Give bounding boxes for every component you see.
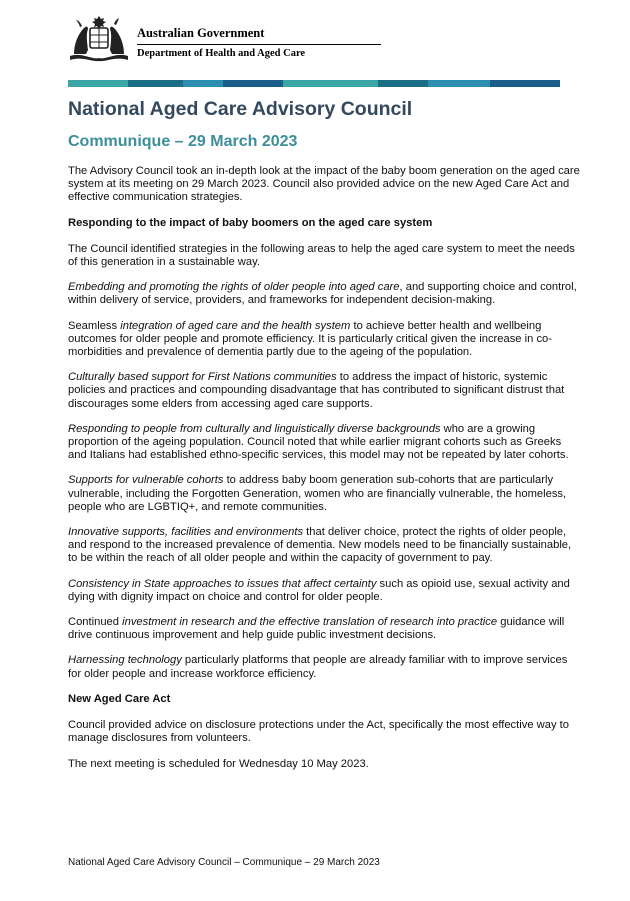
page-subtitle: Communique – 29 March 2023 xyxy=(68,133,298,150)
band-segment xyxy=(428,80,490,87)
section-heading-baby-boomers: Responding to the impact of baby boomers on the aged care system xyxy=(68,216,433,229)
commonwealth-coat-of-arms-icon xyxy=(68,14,130,62)
strategy-paragraph: Continued investment in research and the effective translation of research into practice guidance will drive continuous improvement and help guide public investment decisions. xyxy=(68,616,565,642)
strategy-paragraph: Innovative supports, facilities and environments that deliver choice, protect the rights of older people, and respond to the increased prevalence of dementia. New models need to be financially sustainable, to be within the reach of all older people and within the capacity of government to pay. xyxy=(68,526,572,565)
section-lead-paragraph: The Council identified strategies in the following areas to help the aged care system to meet the needs of this generation in a sustainable way. xyxy=(68,242,575,269)
intro-paragraph: The Advisory Council took an in-depth look at the impact of the baby boom generation on the aged care system at its meeting on 29 March 2023. Council also provided advice on the new Aged Care Act and effective communication strategies. xyxy=(68,165,580,204)
page-footer: National Aged Care Advisory Council – Communique – 29 March 2023 xyxy=(68,857,380,868)
aged-care-act-paragraph: Council provided advice on disclosure protections under the Act, specifically the most effective way to manage disclosures from volunteers. xyxy=(68,719,570,745)
header-divider xyxy=(137,44,381,45)
next-meeting-paragraph: The next meeting is scheduled for Wednesday 10 May 2023. xyxy=(68,757,369,770)
government-name: Australian Government xyxy=(137,26,265,40)
department-name: Department of Health and Aged Care xyxy=(137,48,306,59)
strategy-paragraph: Culturally based support for First Nations communities to address the impact of historic, systemic policies and practices and compounding disadvantage that has contributed to significant distrust that discourages some elders from accessing aged care supports. xyxy=(68,371,565,410)
band-segment xyxy=(378,80,428,87)
strategy-paragraph: Embedding and promoting the rights of older people into aged care, and supporting choice and control, within delivery of service, providers, and frameworks for independent decision-making. xyxy=(68,281,577,307)
strategy-paragraph: Consistency in State approaches to issues that affect certainty such as opioid use, sexual activity and dying with dignity impact on choice and control for older people. xyxy=(68,577,570,603)
band-segment xyxy=(68,80,128,87)
section-heading-aged-care-act: New Aged Care Act xyxy=(68,692,171,705)
strategy-paragraph: Supports for vulnerable cohorts to address baby boom generation sub-cohorts that are particularly vulnerable, including the Forgotten Generation, women who are financially vulnerable, the homeless, people who are LGBTIQ+, and remote communities. xyxy=(68,474,567,513)
strategy-paragraph: Responding to people from culturally and linguistically diverse backgrounds who are a growing proportion of the ageing population. Council noted that while earlier migrant cohorts such as Greeks and Italians had established ethno-specific services, this model may not be repeated by later cohorts. xyxy=(68,422,569,462)
band-segment xyxy=(128,80,183,87)
strategy-paragraph: Seamless integration of aged care and the health system to achieve better health and wellbeing outcomes for older people and promote efficiency. It is particularly critical given the increase in co-morbidities and prevalence of dementia partly due to the ageing of the population. xyxy=(68,319,552,359)
band-segment xyxy=(183,80,223,87)
band-segment xyxy=(283,80,378,87)
header-color-band xyxy=(68,80,560,87)
strategy-paragraph: Harnessing technology particularly platforms that people are already familiar with to improve services for older people and increase workforce efficiency. xyxy=(68,654,568,680)
communique-body xyxy=(68,165,580,783)
government-header xyxy=(68,14,568,64)
page-title: National Aged Care Advisory Council xyxy=(68,98,413,120)
band-segment xyxy=(223,80,283,87)
band-segment xyxy=(490,80,560,87)
